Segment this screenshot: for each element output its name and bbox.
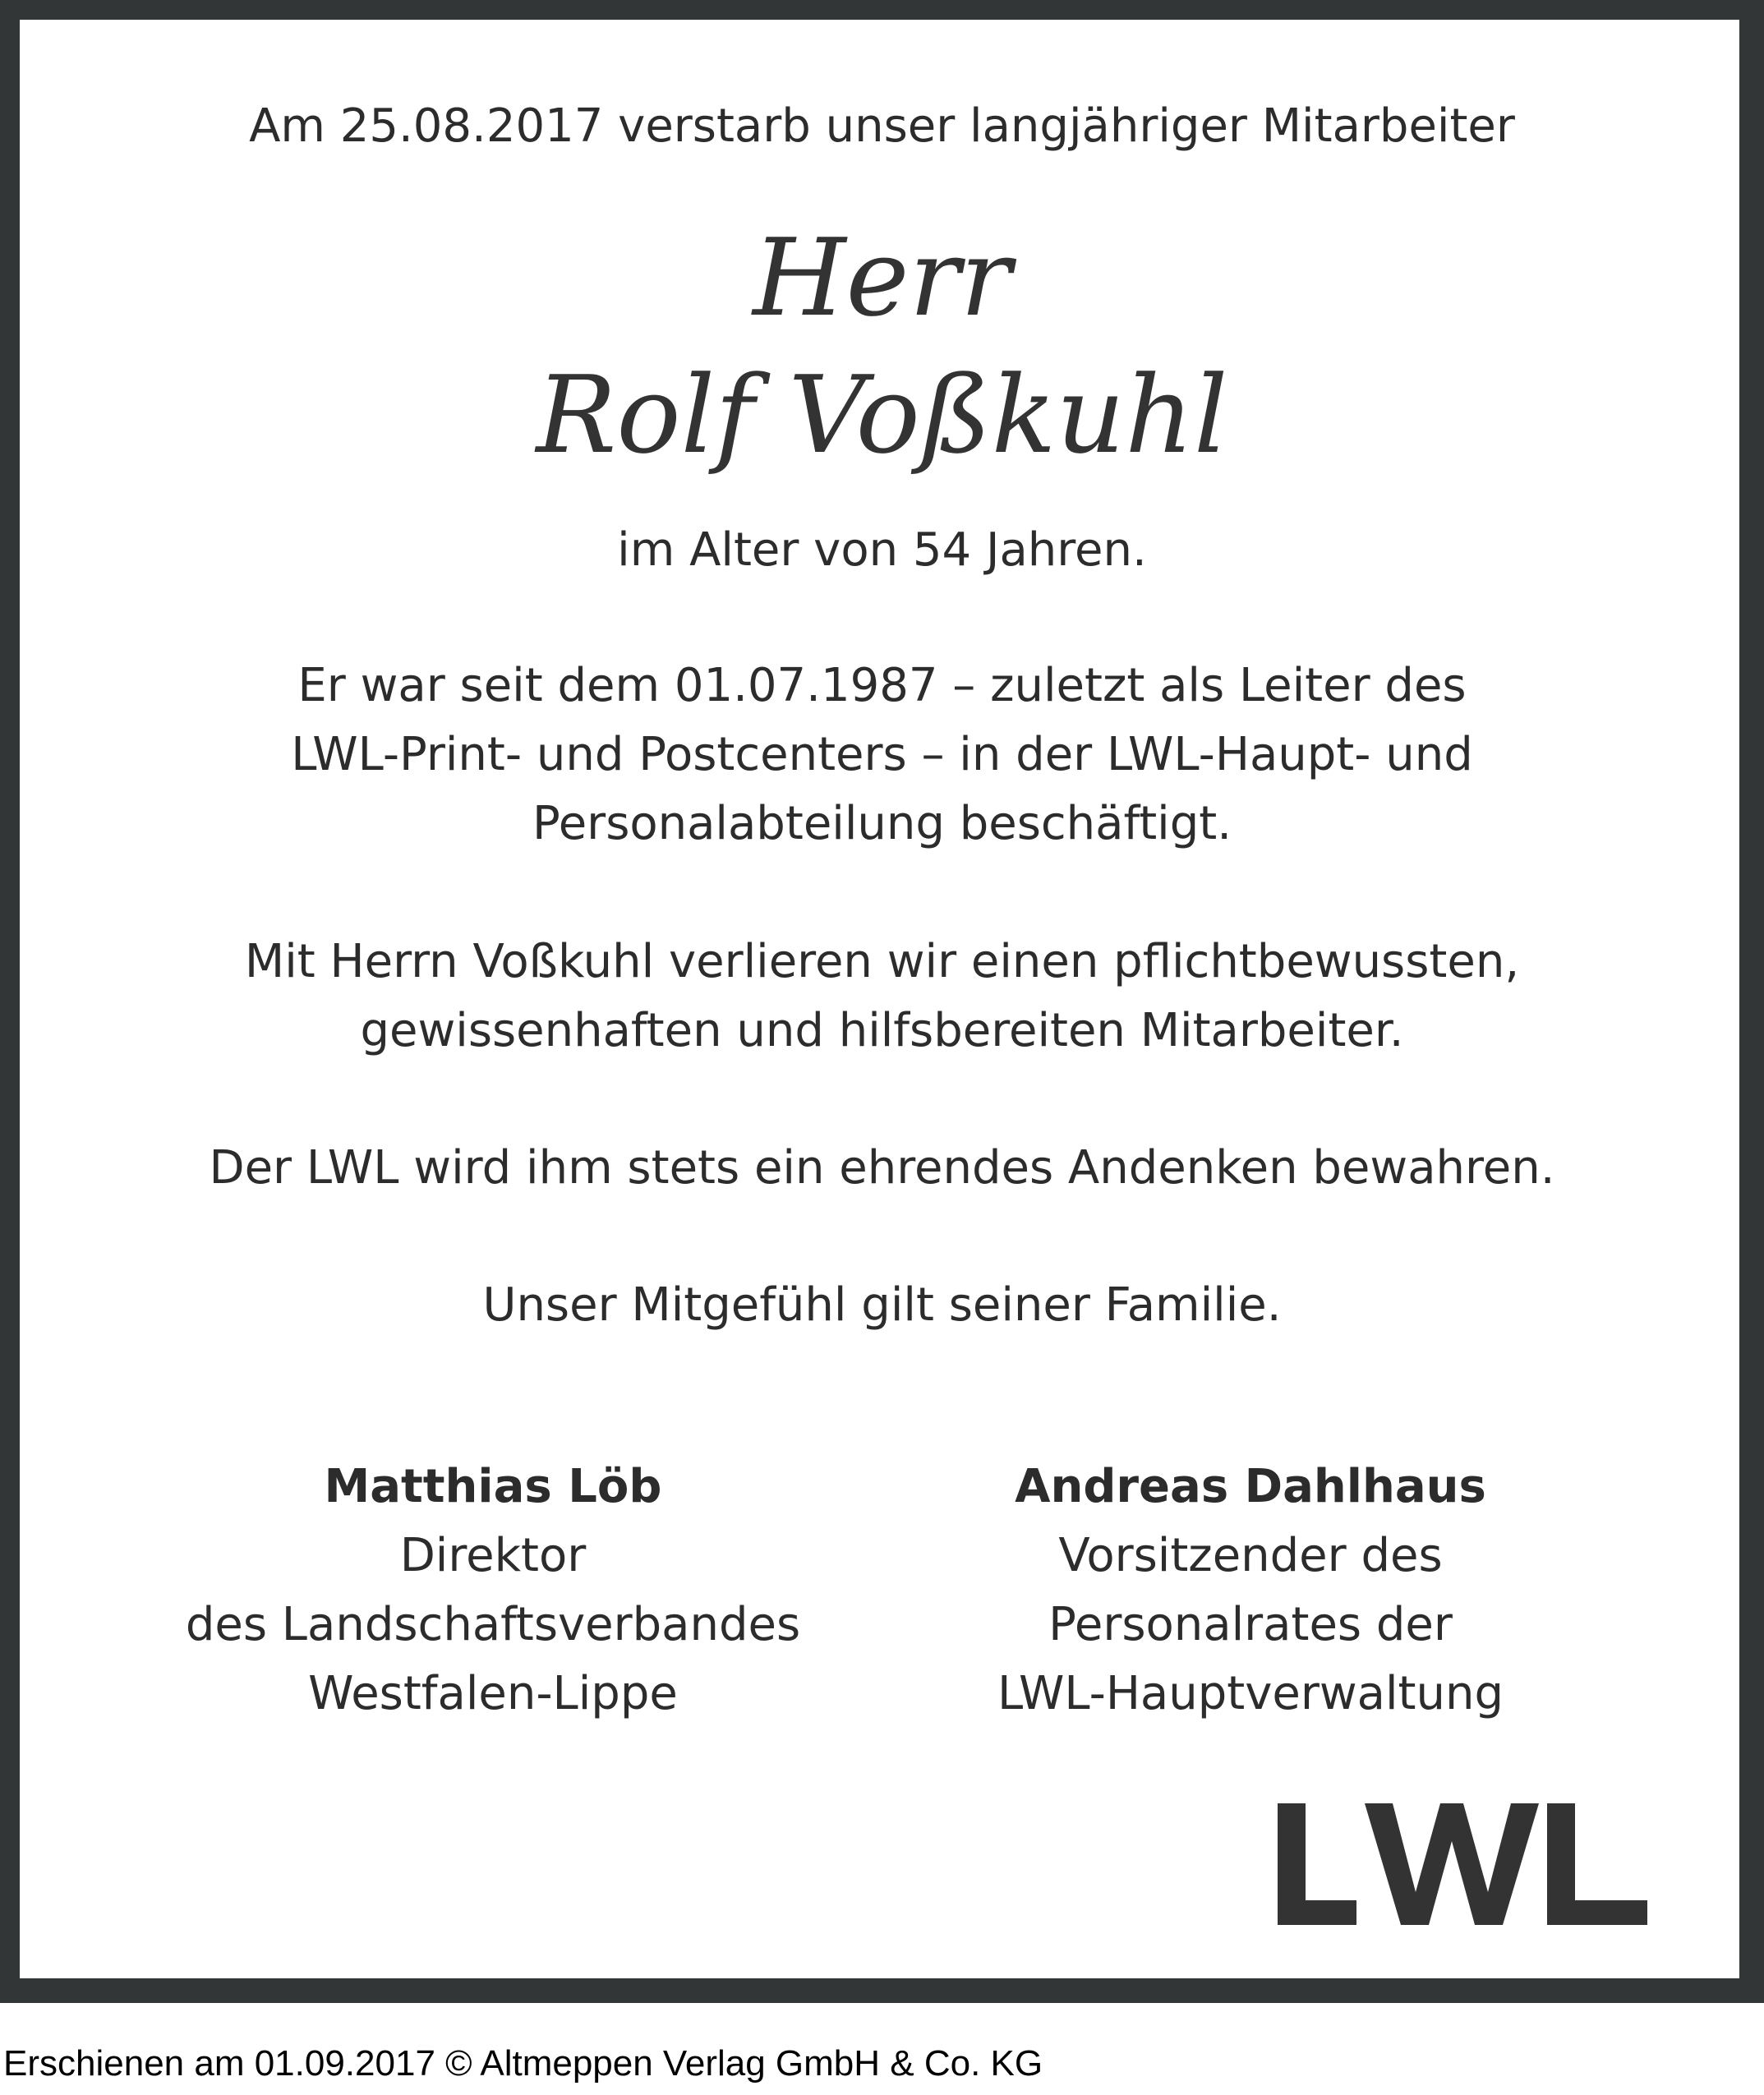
- signatory-right: [840, 1453, 1661, 1729]
- age-text: im Alter von 54 Jahren.: [617, 523, 1147, 577]
- career-line: Personalabteilung beschäftigt.: [532, 797, 1232, 850]
- signatory-title-line: des Landschaftsverbandes: [185, 1598, 801, 1651]
- tribute-line: Mit Herrn Voßkuhl verlieren wir einen pflichtbewussten,: [244, 935, 1520, 988]
- career-line: LWL-Print- und Postcenters – in der LWL-Haupt- und: [291, 728, 1473, 781]
- signatory-name: Matthias Löb: [324, 1460, 662, 1513]
- publication-footer: Erschienen am 01.09.2017 © Altmeppen Verlag GmbH & Co. KG: [3, 2043, 1043, 2083]
- lwl-logo: [1278, 1803, 1647, 1925]
- signatory-title-line: Westfalen-Lippe: [308, 1667, 678, 1720]
- signatory-name: Andreas Dahlhaus: [1015, 1460, 1486, 1513]
- intro-text: Am 25.08.2017 verstarb unser langjähriger Mitarbeiter: [249, 99, 1515, 153]
- lwl-logo-mark: [1278, 1803, 1647, 1925]
- signatory-title-line: Vorsitzender des: [1058, 1529, 1443, 1582]
- signatory-title-line: Personalrates der: [1048, 1598, 1453, 1651]
- deceased-name: Rolf Voßkuhl: [536, 352, 1228, 477]
- signatory-title-line: Direktor: [399, 1529, 587, 1582]
- condolence-text: Unser Mitgefühl gilt seiner Familie.: [482, 1278, 1282, 1332]
- signatory-title-line: LWL-Hauptverwaltung: [997, 1667, 1504, 1720]
- remembrance-text: Der LWL wird ihm stets ein ehrendes Andenken bewahren.: [209, 1141, 1555, 1195]
- signatory-left: [82, 1453, 904, 1729]
- deceased-salutation: Herr: [753, 215, 1011, 340]
- tribute-line: gewissenhaften und hilfsbereiten Mitarbeiter.: [360, 1004, 1404, 1057]
- career-line: Er war seit dem 01.07.1987 – zuletzt als Leiter des: [297, 659, 1467, 712]
